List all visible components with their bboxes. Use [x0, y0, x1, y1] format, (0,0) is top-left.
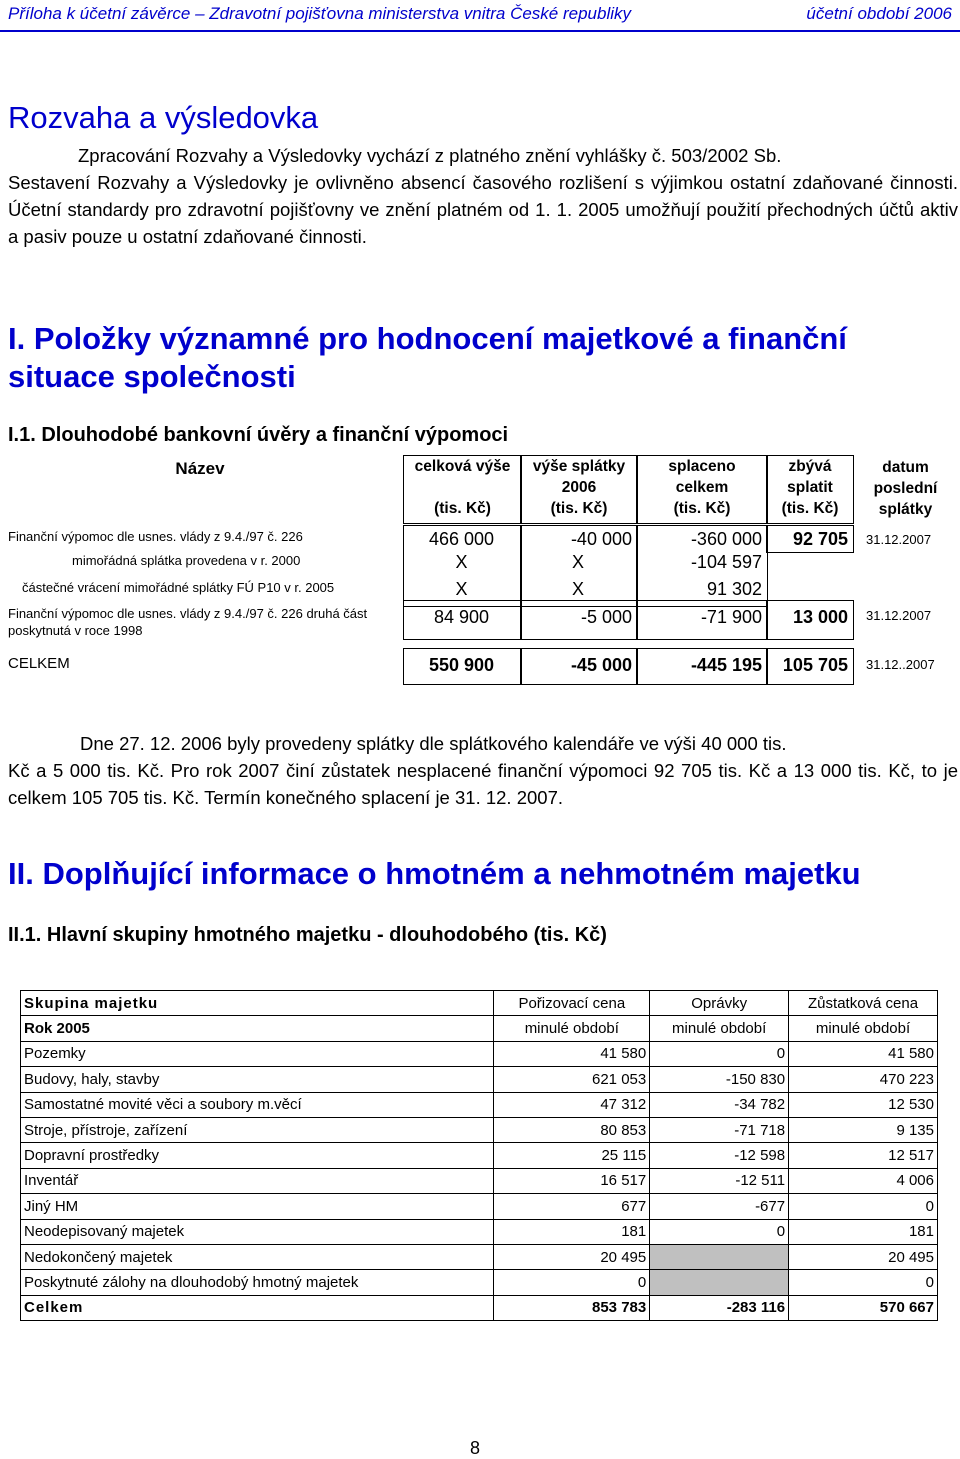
section-1-1-heading: I.1. Dlouhodobé bankovní úvěry a finanční výpomoci	[8, 424, 509, 446]
header-total-label: celková výše	[414, 458, 511, 475]
asset-depr: 0	[650, 1041, 789, 1066]
repayment-note	[8, 730, 958, 811]
asset-depr: -12 598	[650, 1143, 789, 1168]
loan-row-2-name: mimořádná splátka provedena v r. 2000	[72, 553, 301, 568]
asset-name: Dopravní prostředky	[21, 1143, 494, 1168]
loan-row-4-name: Finanční výpomoc dle usnes. vlády z 9.4./97 č. 226 druhá část poskytnutá v roce 1998	[8, 606, 368, 638]
loan-total-total: 550 900	[428, 655, 495, 675]
table-row	[21, 1168, 938, 1193]
asset-name: Budovy, haly, stavby	[21, 1067, 494, 1092]
table-row	[21, 1092, 938, 1117]
assets-total-cost: 853 783	[494, 1295, 650, 1320]
assets-period-cost: minulé období	[494, 1016, 650, 1041]
intro-line-1: Zpracování Rozvahy a Výsledovky vychází z platného znění vyhlášky č. 503/2002 Sb.	[78, 145, 782, 166]
asset-residual: 20 495	[789, 1244, 938, 1269]
header-remaining-label: zbývá splatit	[787, 458, 833, 496]
header-unit: (tis. Kč)	[781, 500, 839, 517]
assets-total-depr: -283 116	[650, 1295, 789, 1320]
assets-total-residual: 570 667	[789, 1295, 938, 1320]
col-header-paid2006	[520, 455, 638, 524]
col-header-paid-total	[636, 455, 768, 524]
asset-cost: 16 517	[494, 1168, 650, 1193]
asset-name: Stroje, přístroje, zařízení	[21, 1117, 494, 1142]
asset-residual: 0	[789, 1270, 938, 1295]
loan-row-1-name: Finanční výpomoc dle usnes. vlády z 9.4./97 č. 226	[8, 529, 303, 544]
asset-residual: 41 580	[789, 1041, 938, 1066]
loan-row-1-total: 466 000	[428, 529, 495, 549]
assets-header-row	[21, 991, 938, 1016]
running-header	[8, 4, 956, 24]
header-paid-total-label: splaceno celkem	[668, 458, 736, 496]
note-first-line: Dne 27. 12. 2006 byly provedeny splátky dle splátkového kalendáře ve výši 40 000 tis.	[80, 733, 787, 754]
asset-residual: 4 006	[789, 1168, 938, 1193]
asset-name: Poskytnuté zálohy na dlouhodobý hmotný majetek	[21, 1270, 494, 1295]
assets-header-residual: Zůstatková cena	[789, 991, 938, 1016]
asset-depr: -677	[650, 1194, 789, 1219]
asset-depr: -71 718	[650, 1117, 789, 1142]
section-2-heading: II. Doplňující informace o hmotném a nehmotném majetku	[8, 856, 861, 891]
assets-total-row	[21, 1295, 938, 1320]
loan-row-1-date: 31.12.2007	[866, 532, 932, 547]
assets-year-label: Rok 2005	[21, 1016, 494, 1041]
assets-total-label: Celkem	[21, 1295, 494, 1320]
assets-period-depr: minulé období	[650, 1016, 789, 1041]
loan-row-1-paid2006: -40 000	[570, 529, 632, 549]
loan-row-3-total: X	[455, 579, 468, 599]
header-right: účetní období 2006	[806, 4, 952, 23]
loan-row-4-total: 84 900	[433, 607, 490, 627]
loan-total-date: 31.12..2007	[866, 657, 935, 672]
asset-cost: 621 053	[494, 1067, 650, 1092]
assets-header-cost: Pořizovací cena	[494, 991, 650, 1016]
asset-name: Pozemky	[21, 1041, 494, 1066]
header-unit: (tis. Kč)	[434, 500, 491, 517]
asset-name: Jiný HM	[21, 1194, 494, 1219]
loan-row-3-name: částečné vrácení mimořádné splátky FÚ P10 v r. 2005	[22, 580, 335, 595]
loan-total-remaining: 105 705	[782, 655, 848, 675]
asset-residual: 0	[789, 1194, 938, 1219]
loan-row-2-total: X	[455, 552, 468, 572]
asset-depr: 0	[650, 1219, 789, 1244]
section-2-1-heading: II.1. Hlavní skupiny hmotného majetku - dlouhodobého (tis. Kč)	[8, 924, 607, 946]
asset-residual: 470 223	[789, 1067, 938, 1092]
loan-row-3-paid-total: 91 302	[706, 579, 762, 599]
asset-name: Inventář	[21, 1168, 494, 1193]
asset-residual: 9 135	[789, 1117, 938, 1142]
page-title: Rozvaha a výsledovka	[8, 100, 319, 135]
col-header-remaining	[766, 455, 854, 524]
loan-row-1-remaining: 92 705	[792, 529, 848, 549]
asset-residual: 12 517	[789, 1143, 938, 1168]
asset-depr: -150 830	[650, 1067, 789, 1092]
asset-cost: 25 115	[494, 1143, 650, 1168]
assets-header-group: Skupina majetku	[21, 991, 494, 1016]
assets-year-row	[21, 1016, 938, 1041]
asset-depr	[650, 1244, 789, 1269]
header-rule	[0, 30, 960, 32]
asset-cost: 677	[494, 1194, 650, 1219]
asset-name: Samostatné movité věci a soubory m.věcí	[21, 1092, 494, 1117]
table-row	[21, 1270, 938, 1295]
loan-row-2-paid-total: -104 597	[690, 552, 762, 572]
asset-cost: 181	[494, 1219, 650, 1244]
loan-row-3-paid2006: X	[571, 579, 584, 599]
loan-row-2-paid2006: X	[571, 552, 584, 572]
asset-name: Neodepisovaný majetek	[21, 1219, 494, 1244]
table-row	[21, 1067, 938, 1092]
intro-rest: Sestavení Rozvahy a Výsledovky je ovlivněno absencí časového rozlišení s výjimkou ostatní zdaňované činnosti. Účetní standardy pro zdravotní pojišťovny ve znění platném od 1. 1. 2005 umožňují použití přechodných účtů aktiv a pasiv pouze u ostatní zdaňované činnosti.	[8, 172, 958, 247]
loan-row-1-paid-total: -360 000	[690, 529, 762, 549]
asset-cost: 80 853	[494, 1117, 650, 1142]
table-row	[21, 1194, 938, 1219]
note-rest: Kč a 5 000 tis. Kč. Pro rok 2007 činí zůstatek nesplacené finanční výpomoci 92 705 tis. Kč a 13 000 tis. Kč, to je celkem 105 705 tis. Kč. Termín konečného splacení je 31. 12. 2007.	[8, 760, 958, 808]
section-1-heading: I. Položky významné pro hodnocení majetkové a finanční situace společnosti	[8, 321, 847, 394]
table-row	[21, 1041, 938, 1066]
asset-depr: -12 511	[650, 1168, 789, 1193]
header-left: Příloha k účetní závěrce – Zdravotní pojišťovna ministerstva vnitra České republiky	[8, 4, 632, 23]
asset-residual: 12 530	[789, 1092, 938, 1117]
table-row	[21, 1143, 938, 1168]
col-header-name: Název	[175, 459, 225, 478]
asset-cost: 47 312	[494, 1092, 650, 1117]
asset-cost: 41 580	[494, 1041, 650, 1066]
table-row	[21, 1244, 938, 1269]
table-row	[21, 1117, 938, 1142]
assets-period-residual: minulé období	[789, 1016, 938, 1041]
loan-row-4-paid-total: -71 900	[700, 607, 762, 627]
asset-depr: -34 782	[650, 1092, 789, 1117]
asset-cost: 0	[494, 1270, 650, 1295]
intro-paragraph	[8, 142, 958, 250]
loan-row-4-remaining: 13 000	[792, 607, 848, 627]
asset-depr	[650, 1270, 789, 1295]
header-unit: (tis. Kč)	[673, 500, 731, 517]
assets-table	[20, 990, 938, 1321]
asset-cost: 20 495	[494, 1244, 650, 1269]
asset-residual: 181	[789, 1219, 938, 1244]
header-paid2006-label: výše splátky 2006	[532, 458, 626, 496]
table-row	[21, 1219, 938, 1244]
assets-header-depr: Oprávky	[650, 991, 789, 1016]
page-number: 8	[470, 1438, 481, 1458]
loan-total-paid2006: -45 000	[570, 655, 632, 675]
col-header-date: datum poslední splátky	[873, 459, 938, 518]
loan-row-4-paid2006: -5 000	[580, 607, 632, 627]
asset-name: Nedokončený majetek	[21, 1244, 494, 1269]
loan-row-4-date: 31.12.2007	[866, 608, 932, 623]
loan-total-label: CELKEM	[8, 655, 70, 672]
header-unit: (tis. Kč)	[550, 500, 608, 517]
loan-total-paid-total: -445 195	[690, 655, 762, 675]
col-header-total	[403, 455, 522, 524]
